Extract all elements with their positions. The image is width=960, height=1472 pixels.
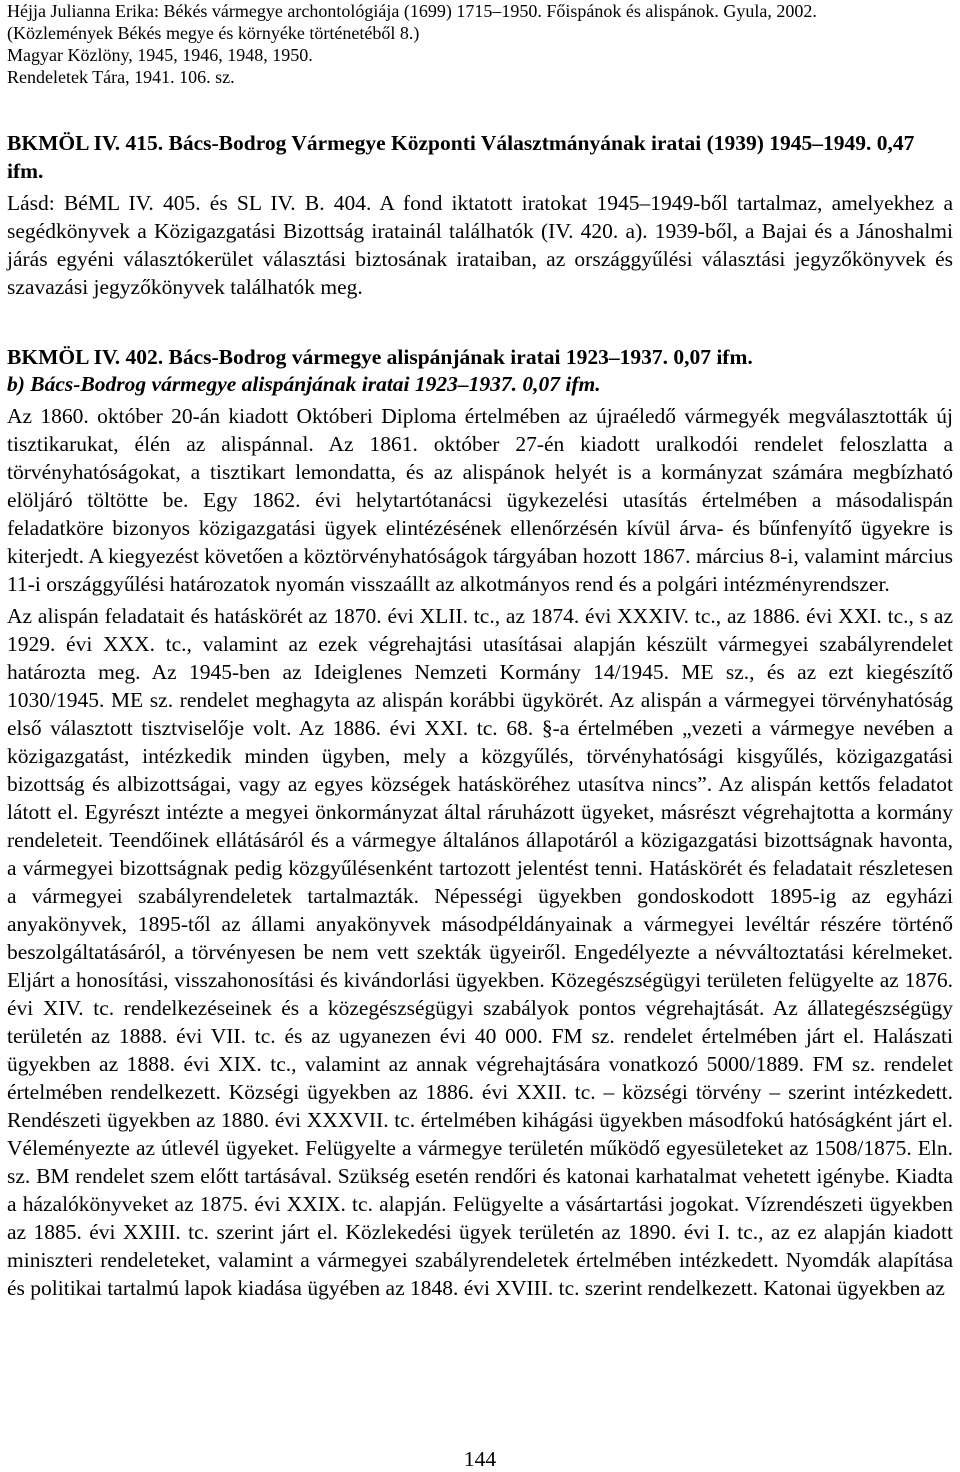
page-number: 144: [463, 1447, 497, 1471]
reference-line: Héjja Julianna Erika: Békés vármegye archontológiája (1699) 1715–1950. Főispánok és alispánok. Gyula, 2002.: [7, 1, 817, 21]
reference-line: Magyar Közlöny, 1945, 1946, 1948, 1950.: [7, 45, 313, 65]
history-paragraph-2: Az alispán feladatait és hatáskörét az 1870. évi XLII. tc., az 1874. évi XXXIV. tc., az 1886. évi XXI. tc., s az 1929. évi XXX. tc., valamint az ezek végrehajtási utasításai alapján készült vármegyei szabályrendelet határozta meg. Az 1945-ben az Ideiglenes Nemzeti Kormány 14/1945. ME sz., és az ezt kiegészítő 1030/1945. ME sz. rendelet meghagyta az alispán korábbi ügykörét. Az alispán a vármegyei törvényhatóság első választott tisztviselője volt. Az 1886. évi XXI. tc. 68. §-a értelmében „vezeti a vármegye nevében a közigazgatást, intézkedik minden ügyben, mely a közgyűlés, törvényhatósági kisgyűlés, közigazgatási bizottság és albizottságai, vagy az egyes községek hatásköréhez utasítva nincs”. Az alispán kettős feladatot látott el. Egyrészt intézte a megyei önkormányzat által ráruházott ügyeket, másrészt végrehajtotta a kormány rendeleteit. Teendőinek ellátásáról és a vármegye általános állapotáról a közigazgatási bizottságnak havonta, a vármegyei bizottságnak pedig közgyűlésenként tartozott jelentést tenni. Hatáskörét és feladatait részletesen a vármegyei szabályrendeletek tartalmazták. Népességi ügyekben gondoskodott 1895-ig az egyházi anyakönyvek, 1895-től az állami anyakönyvek másodpéldányainak a vármegyei levéltár részére történő beszolgáltatásáról, a törvényesen be nem vett szekták ügyeiről. Engedélyezte a névváltoztatási kérelmeket. Eljárt a honosítási, visszahonosítási és kivándorlási ügyekben. Közegészségügyi területen felügyelte az 1876. évi XIV. tc. rendelkezéseinek és a közegészségügyi szabályok pontos végrehajtását. Az állategészségügy területén az 1888. évi VII. tc. és az ugyanezen évi 40 000. FM sz. rendelet értelmében járt el. Halászati ügyekben az 1888. évi XIX. tc., valamint az annak végrehajtására vonatkozó 5000/1889. FM sz. rendelet értelmében rendelkezett. Községi ügyekben az 1886. évi XXII. tc. – községi törvény – szerint intézkedett. Rendészeti ügyekben az 1880. évi XXXVII. tc. értelmében kihágási ügyekben másodfokú hatóságként járt el. Véleményezte az útlevél ügyeket. Felügyelte a vármegye területén működő egyesületeket az 1508/1875. Eln. sz. BM rendelet szem előtt tartásával. Szükség esetén rendőri és katonai karhatalmat vehetett igénybe. Kiadta a házalókönyveket az 1875. évi XXIX. tc. alapján. Felügyelte a vásártartási jogokat. Vízrendészeti ügyekben az 1885. évi XXIII. tc. szerint járt el. Közlekedési ügyek területén az 1890. évi I. tc., az ez alapján kiadott miniszteri rendeleteket, valamint a vármegyei szabályrendeletek értelmében intézkedett. Nyomdák alapítása és politikai tartalmú lapok kiadása ügyében az 1848. évi XVIII. tc. szerint rendelkezett. Katonai ügyekben az: [7, 604, 953, 1300]
document-page: [7, 0, 953, 1302]
reference-line: (Közlemények Békés megye és környéke történetéből 8.): [7, 23, 420, 43]
fond-heading-402: BKMÖL IV. 402. Bács-Bodrog vármegye alispánjának iratai 1923–1937. 0,07 ifm.: [7, 345, 753, 369]
fond-heading-415: BKMÖL IV. 415. Bács-Bodrog Vármegye Központi Választmányának iratai (1939) 1945–1949. 0,47 ifm.: [7, 131, 915, 183]
reference-line: Rendeletek Tára, 1941. 106. sz.: [7, 67, 235, 87]
subfond-heading-b: b) Bács-Bodrog vármegye alispánjának iratai 1923–1937. 0,07 ifm.: [7, 372, 601, 396]
history-paragraph-1: Az 1860. október 20-án kiadott Októberi Diploma értelmében az újraéledő vármegyék megválasztották új tisztikarukat, élén az alispánnal. Az 1861. október 27-én kiadott uralkodói rendelet feloszlatta a törvényhatóságokat, a tisztikart lemondatta, és az alispánok helyét is a kormányzat számára megbízható elöljáró töltötte be. Egy 1862. évi helytartótanácsi ügykezelési utasítás értelmében a másodalispán feladatköre bizonyos közigazgatási ügyek elintézésének ellenőrzésén kívül árva- és bűnfenyítő ügyekre is kiterjedt. A kiegyezést követően a köztörvényhatóságok tárgyában hozott 1867. március 8-i, valamint március 11-i országgyűlési határozatok nyomán visszaállt az alkotmányos rend és a polgári intézményrendszer.: [7, 404, 953, 596]
reference-list: [7, 0, 953, 88]
fond-description-415: Lásd: BéML IV. 405. és SL IV. B. 404. A fond iktatott iratokat 1945–1949-ből tartalmaz, amelyekhez a segédkönyvek a Közigazgatási Bizottság iratainál találhatók (IV. 420. a). 1939-ből, a Bajai és a Jánoshalmi járás egyéni választókerület választási biztosának irataiban, az országgyűlési választási jegyzőkönyvek és szavazási jegyzőkönyvek találhatók meg.: [7, 191, 953, 299]
